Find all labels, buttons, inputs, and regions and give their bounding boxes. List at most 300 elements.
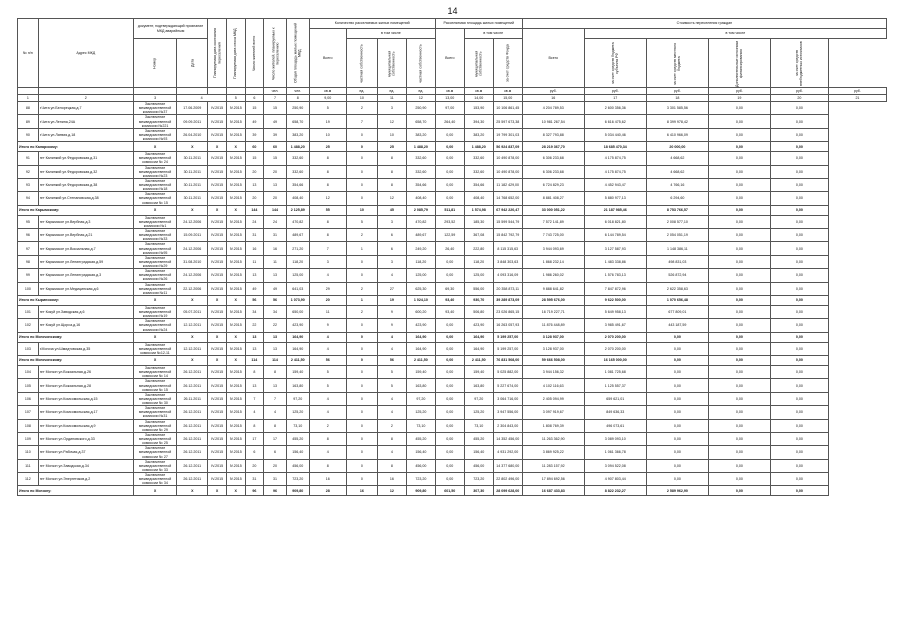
row-value-res: 49 <box>245 115 264 128</box>
row-value-ce: 0,00 <box>708 229 770 242</box>
table-row <box>18 305 887 318</box>
total-value-am: 2 411,50 <box>464 356 493 366</box>
row-value-area: 489,67 <box>286 229 309 242</box>
row-demolition-date: IV.2015 <box>226 152 245 165</box>
total-value-ce: 0,00 <box>708 295 770 305</box>
row-value-at: 456,00 <box>406 459 435 472</box>
row-value-res2: 13 <box>264 379 287 392</box>
row-doc-number: Заключение межведомственной комиссии №221 <box>133 115 176 128</box>
row-value-area: 455,20 <box>286 432 309 445</box>
header-area-total: Общая площадь жилых помещений МКД <box>286 19 309 88</box>
row-value-cf: 11 263 362,90 <box>522 432 584 445</box>
row-value-area: 156,40 <box>286 446 309 459</box>
row-doc-number: Заключение межведомственной комиссии № 24 <box>133 152 176 165</box>
row-doc-date: 26.12.2011 <box>177 432 208 445</box>
row-doc-number: Заключение межведомственной комиссии № 27 <box>133 446 176 459</box>
row-value-cs: 1 081 725,68 <box>584 366 646 379</box>
row-value-area: 650,00 <box>286 305 309 318</box>
row-value-ct: 3 947 556,00 <box>493 406 522 419</box>
total-x-mark: X <box>177 205 208 215</box>
row-doc-date: 30.11.2011 <box>177 178 208 191</box>
row-planned-date: IV.2015 <box>208 192 227 205</box>
table-row <box>18 459 887 472</box>
row-value-cf: 11 876 448,89 <box>522 319 584 332</box>
total-x-mark: X <box>133 142 176 152</box>
row-value-res: 8 <box>245 419 264 432</box>
total-x-mark: X <box>133 356 176 366</box>
total-x-mark: X <box>226 205 245 215</box>
row-value-ap: 69,30 <box>435 282 464 295</box>
row-value-am: 367,08 <box>464 229 493 242</box>
row-value-cf: 4 102 116,63 <box>522 379 584 392</box>
row-number: 88 <box>18 102 39 115</box>
row-value-am: 159,40 <box>464 366 493 379</box>
units-empty-cell <box>226 88 245 95</box>
total-row <box>18 356 887 366</box>
total-label: Итого по Могзону: <box>18 486 134 496</box>
row-doc-date: 22.12.2006 <box>177 282 208 295</box>
table-body <box>18 88 887 496</box>
row-value-ap: 0,00 <box>435 432 464 445</box>
unit-cell: руб. <box>646 88 708 95</box>
page-number: 14 <box>447 6 458 16</box>
header-doc-group: документ, подтверждающий признание МКД аварийным <box>133 19 207 39</box>
total-row <box>18 142 887 152</box>
row-value-at: 118,20 <box>406 255 435 268</box>
total-value-cs: 21 187 985,46 <box>584 205 646 215</box>
row-planned-date: IV.2015 <box>208 255 227 268</box>
row-value-res2: 24 <box>264 215 287 228</box>
column-number-cell: 17 <box>584 95 646 102</box>
total-value-ap: 601,50 <box>435 486 464 496</box>
total-value-res: 56 <box>245 295 264 305</box>
row-value-rm: 3 <box>377 215 406 228</box>
row-demolition-date: IV.2015 <box>226 366 245 379</box>
unit-cell: ед. <box>346 88 377 95</box>
row-value-res2: 31 <box>264 229 287 242</box>
total-x-mark: X <box>133 332 176 342</box>
row-value-co: 0,00 <box>770 152 828 165</box>
row-value-res2: 8 <box>264 366 287 379</box>
total-value-rt: 55 <box>309 205 346 215</box>
row-value-rt: 11 <box>309 305 346 318</box>
total-value-cl: 8 753 766,57 <box>646 205 708 215</box>
total-value-ce: 0,00 <box>708 356 770 366</box>
header-planned-demolition: Планируемая дата сноса МКД <box>226 19 245 88</box>
units-empty-cell <box>245 88 264 95</box>
row-demolition-date: IV.2015 <box>226 255 245 268</box>
row-value-area: 163,80 <box>286 379 309 392</box>
row-value-cl: 443 187,59 <box>646 319 708 332</box>
total-value-at: 2 411,50 <box>406 356 435 366</box>
row-planned-date: IV.2015 <box>208 178 227 191</box>
row-value-area: 658,70 <box>286 115 309 128</box>
row-value-rt: 19 <box>309 115 346 128</box>
units-empty-cell <box>133 88 176 95</box>
row-doc-date: 26.12.2011 <box>177 419 208 432</box>
row-demolition-date: IV.2015 <box>226 406 245 419</box>
row-value-rt: 8 <box>309 152 346 165</box>
total-value-at: 1 488,20 <box>406 142 435 152</box>
row-value-area: 271,20 <box>286 242 309 255</box>
row-value-cf: 7 743 725,00 <box>522 229 584 242</box>
total-value-ct: 56 924 837,09 <box>493 142 522 152</box>
total-value-am: 1 488,20 <box>464 142 493 152</box>
row-value-rp: 0 <box>346 128 377 141</box>
row-value-area: 332,60 <box>286 152 309 165</box>
row-value-rt: 4 <box>309 392 346 405</box>
total-value-ct: 28 099 628,00 <box>493 486 522 496</box>
total-value-area: 2 125,89 <box>286 205 309 215</box>
row-value-rp: 0 <box>346 165 377 178</box>
row-value-cf: 11 283 157,92 <box>522 459 584 472</box>
row-value-res2: 39 <box>264 128 287 141</box>
row-value-ap: 26,40 <box>435 242 464 255</box>
row-value-rm: 8 <box>377 459 406 472</box>
row-value-ce: 0,00 <box>708 115 770 128</box>
row-doc-number: Заключение межведомственной комиссии № 15 <box>133 379 176 392</box>
row-value-area: 408,40 <box>286 192 309 205</box>
total-value-cl: 2 589 962,90 <box>646 486 708 496</box>
row-value-co: 0,00 <box>770 459 828 472</box>
total-value-rt: 25 <box>309 142 346 152</box>
total-x-mark: X <box>226 486 245 496</box>
row-value-cs: 3 985 491,67 <box>584 319 646 332</box>
column-number-cell: 13,00 <box>435 95 464 102</box>
total-value-res2: 96 <box>264 486 287 496</box>
row-value-ap: 0,00 <box>435 366 464 379</box>
row-doc-number: Заключение межведомственной комиссии №19 <box>133 305 176 318</box>
row-value-ap: 0,00 <box>435 269 464 282</box>
row-value-area: 383,20 <box>286 128 309 141</box>
row-value-res2: 34 <box>264 305 287 318</box>
row-doc-date: 15.09.2011 <box>177 229 208 242</box>
row-value-res: 49 <box>245 282 264 295</box>
header-area-municipal: муниципальная собственность <box>464 39 493 88</box>
row-value-ap: 293,52 <box>435 215 464 228</box>
row-value-rm: 12 <box>377 192 406 205</box>
row-number: 106 <box>18 392 39 405</box>
row-planned-date: IV.2015 <box>208 128 227 141</box>
row-value-res2: 49 <box>264 115 287 128</box>
row-address: г.Чита ул.Латвия,д.18 <box>38 128 133 141</box>
row-value-cf: 10 981 267,54 <box>522 115 584 128</box>
row-value-ct: 23 026 865,15 <box>493 305 522 318</box>
total-value-area: 164,90 <box>286 332 309 342</box>
row-value-cl: 0,00 <box>646 406 708 419</box>
row-value-ct: 5 025 882,00 <box>493 366 522 379</box>
row-value-ce: 0,00 <box>708 255 770 268</box>
row-value-ap: 122,59 <box>435 229 464 242</box>
total-value-ce: 0,00 <box>708 486 770 496</box>
total-value-area: 1 488,20 <box>286 142 309 152</box>
row-value-res: 13 <box>245 342 264 355</box>
row-value-rp: 5 <box>346 215 377 228</box>
row-value-rm: 5 <box>377 366 406 379</box>
units-row <box>18 88 887 95</box>
row-doc-date: 24.12.2006 <box>177 242 208 255</box>
row-number: 95 <box>18 215 39 228</box>
row-value-cs: 4 175 874,75 <box>584 152 646 165</box>
row-value-cs: 6 144 789,54 <box>584 229 646 242</box>
total-x-mark: X <box>226 332 245 342</box>
column-number-cell: 1 <box>18 95 39 102</box>
row-value-ce: 0,00 <box>708 305 770 318</box>
row-planned-date: IV.2015 <box>208 229 227 242</box>
row-value-res: 8 <box>245 366 264 379</box>
row-value-ap: 0,00 <box>435 406 464 419</box>
row-value-ap: 0,00 <box>435 459 464 472</box>
row-value-area: 456,00 <box>286 459 309 472</box>
row-value-ce: 0,00 <box>708 319 770 332</box>
row-value-cs: 6 018 821,80 <box>584 215 646 228</box>
row-value-rm: 6 <box>377 242 406 255</box>
row-value-rm: 8 <box>377 178 406 191</box>
total-row <box>18 332 887 342</box>
row-value-cl: 677 809,01 <box>646 305 708 318</box>
row-address: пгт Могзон ул.Рабочая,д.37 <box>38 446 133 459</box>
total-value-rm: 12 <box>377 486 406 496</box>
column-number-cell: 2 <box>38 95 133 102</box>
row-value-at: 489,67 <box>406 229 435 242</box>
row-value-ce: 0,00 <box>708 178 770 191</box>
row-value-res2: 22 <box>264 319 287 332</box>
row-value-ce: 0,00 <box>708 392 770 405</box>
row-value-cf: 3 944 093,69 <box>522 242 584 255</box>
row-demolition-date: IV.2015 <box>226 392 245 405</box>
row-number: 94 <box>18 192 39 205</box>
row-value-am: 332,60 <box>464 152 493 165</box>
row-value-cf: 4 204 789,53 <box>522 102 584 115</box>
row-planned-date: IV.2015 <box>208 392 227 405</box>
row-value-ct: 14 768 652,00 <box>493 192 522 205</box>
row-value-cl: 8 399 978,42 <box>646 115 708 128</box>
total-value-res2: 144 <box>264 205 287 215</box>
row-doc-number: Заключение межведомственной комиссии № 25 <box>133 432 176 445</box>
total-value-cs: 8 822 232,27 <box>584 486 646 496</box>
row-value-co: 0,00 <box>770 229 828 242</box>
total-value-res: 60 <box>245 142 264 152</box>
row-doc-number: Заключение межведомственной комиссии № 29 <box>133 419 176 432</box>
row-value-cf: 1 986 260,02 <box>522 269 584 282</box>
row-value-co: 0,00 <box>770 192 828 205</box>
row-value-ap: 264,40 <box>435 115 464 128</box>
row-value-cf: 1 808 769,39 <box>522 419 584 432</box>
header-area-private: частная собственность <box>406 39 435 88</box>
row-number: 102 <box>18 319 39 332</box>
total-value-co: 0,00 <box>770 295 828 305</box>
row-number: 107 <box>18 406 39 419</box>
header-cost-incl: в том числе <box>584 29 886 39</box>
row-value-rt: 8 <box>309 165 346 178</box>
row-value-res: 15 <box>245 102 264 115</box>
row-value-res2: 13 <box>264 342 287 355</box>
row-value-rp: 0 <box>346 178 377 191</box>
row-demolition-date: IV.2015 <box>226 165 245 178</box>
row-value-area: 470,82 <box>286 215 309 228</box>
row-value-rp: 0 <box>346 192 377 205</box>
row-number: 93 <box>18 178 39 191</box>
row-value-cs: 3 089 093,10 <box>584 432 646 445</box>
row-value-ap: 0,00 <box>435 392 464 405</box>
row-doc-date: 12.12.2011 <box>177 319 208 332</box>
row-value-area: 332,60 <box>286 165 309 178</box>
row-value-ct: 3 064 716,00 <box>493 392 522 405</box>
row-demolition-date: IV.2015 <box>226 178 245 191</box>
row-value-rm: 3 <box>377 255 406 268</box>
table-row <box>18 319 887 332</box>
row-value-rp: 0 <box>346 342 377 355</box>
total-value-rm: 45 <box>377 205 406 215</box>
header-rooms-private: частная собственность <box>346 39 377 88</box>
row-value-res: 6 <box>245 446 264 459</box>
table-row <box>18 115 887 128</box>
table-row <box>18 473 887 486</box>
row-value-am: 73,10 <box>464 419 493 432</box>
total-value-rt: 56 <box>309 356 346 366</box>
row-value-am: 125,20 <box>464 406 493 419</box>
row-value-cs: 2 070 200,00 <box>584 342 646 355</box>
total-value-ap: 0,00 <box>435 356 464 366</box>
row-value-res2: 15 <box>264 152 287 165</box>
row-doc-date: 30.11.2011 <box>177 165 208 178</box>
row-value-rp: 2 <box>346 102 377 115</box>
total-value-ap: 511,81 <box>435 205 464 215</box>
row-value-cs: 849 636,33 <box>584 406 646 419</box>
row-value-rp: 1 <box>346 242 377 255</box>
total-x-mark: X <box>226 142 245 152</box>
total-value-co: 0,00 <box>770 205 828 215</box>
header-cost-local: за счет средств местного бюджета <box>646 39 708 88</box>
row-value-rt: 4 <box>309 446 346 459</box>
row-number: 112 <box>18 473 39 486</box>
header-rooms-group: Количество расселяемых жилых помещений <box>309 19 435 29</box>
total-value-at: 164,90 <box>406 332 435 342</box>
table-row <box>18 178 887 191</box>
row-value-ap: 0,00 <box>435 128 464 141</box>
total-row <box>18 205 887 215</box>
row-demolition-date: IV.2015 <box>226 269 245 282</box>
row-value-res: 13 <box>245 178 264 191</box>
row-value-ce: 0,00 <box>708 242 770 255</box>
column-number-cell: 21 <box>828 95 886 102</box>
table-row <box>18 269 887 282</box>
row-value-rm: 2 <box>377 419 406 432</box>
total-value-ce: 0,00 <box>708 332 770 342</box>
total-value-rp: 10 <box>346 205 377 215</box>
total-value-cl: 0,00 <box>646 356 708 366</box>
row-number: 108 <box>18 419 39 432</box>
row-value-ct: 10 490 878,00 <box>493 152 522 165</box>
row-value-am: 153,90 <box>464 102 493 115</box>
total-value-ct: 39 289 873,09 <box>493 295 522 305</box>
row-address: пгт Карымское ул.Медицинская,д.6 <box>38 282 133 295</box>
row-value-at: 470,82 <box>406 215 435 228</box>
row-value-cf: 3 869 925,22 <box>522 446 584 459</box>
row-doc-number: Заключение межведомственной комиссии №37 <box>133 102 176 115</box>
row-value-am: 354,66 <box>464 178 493 191</box>
table-row <box>18 366 887 379</box>
row-value-co: 0,00 <box>770 406 828 419</box>
row-doc-date: 31.08.2010 <box>177 255 208 268</box>
row-address: пгт Могзон ул.Вокзальная,д.28 <box>38 379 133 392</box>
row-value-co: 0,00 <box>770 242 828 255</box>
table-row <box>18 229 887 242</box>
row-value-am: 97,20 <box>464 392 493 405</box>
row-value-rp: 0 <box>346 269 377 282</box>
row-doc-number: Заключение межведомственной комиссии №1 <box>133 215 176 228</box>
row-value-res2: 7 <box>264 392 287 405</box>
table-row <box>18 255 887 268</box>
row-address: г.Могоча ул.Шмидтовская,д.35 <box>38 342 133 355</box>
row-value-am: 332,60 <box>464 165 493 178</box>
row-address: пгт Могзон ул.Энергетиков,д.2 <box>38 473 133 486</box>
total-value-co: 0,00 <box>770 486 828 496</box>
row-doc-date: 30.11.2011 <box>177 152 208 165</box>
row-demolition-date: IV.2015 <box>226 305 245 318</box>
total-value-rm: 25 <box>377 142 406 152</box>
row-demolition-date: IV.2015 <box>226 115 245 128</box>
row-number: 105 <box>18 379 39 392</box>
row-value-ct: 8 115 315,63 <box>493 242 522 255</box>
header-num: № п/п <box>18 19 39 88</box>
row-value-ct: 2 304 843,00 <box>493 419 522 432</box>
row-value-at: 625,30 <box>406 282 435 295</box>
row-address: г.Чита ул.Белорецкая,д.7 <box>38 102 133 115</box>
unit-cell: чел. <box>264 88 287 95</box>
row-value-co: 0,00 <box>770 446 828 459</box>
total-x-mark: X <box>208 205 227 215</box>
row-value-rm: 8 <box>377 432 406 445</box>
row-value-rt: 8 <box>309 178 346 191</box>
row-value-ap: 0,00 <box>435 178 464 191</box>
row-value-at: 332,60 <box>406 165 435 178</box>
row-value-rt: 7 <box>309 242 346 255</box>
total-value-rt: 28 <box>309 486 346 496</box>
row-doc-date: 24.12.2006 <box>177 215 208 228</box>
row-value-ct: 22 802 496,00 <box>493 473 522 486</box>
row-value-ct: 10 490 878,00 <box>493 165 522 178</box>
row-value-co: 0,00 <box>770 115 828 128</box>
row-value-rm: 9 <box>377 319 406 332</box>
row-doc-date: 26.12.2011 <box>177 446 208 459</box>
row-value-rm: 16 <box>377 473 406 486</box>
row-value-cs: 5 880 977,13 <box>584 192 646 205</box>
total-x-mark: X <box>208 486 227 496</box>
row-value-res: 11 <box>245 255 264 268</box>
row-value-at: 423,90 <box>406 319 435 332</box>
row-value-rm: 4 <box>377 342 406 355</box>
table-row <box>18 165 887 178</box>
row-value-cs: 1 061 366,78 <box>584 446 646 459</box>
total-value-co: 0,00 <box>770 142 828 152</box>
row-value-ce: 0,00 <box>708 473 770 486</box>
row-planned-date: IV.2015 <box>208 115 227 128</box>
table-row <box>18 342 887 355</box>
row-value-area: 159,40 <box>286 366 309 379</box>
header-cost-group: Стоимость переселения граждан <box>522 19 886 29</box>
row-value-at: 383,20 <box>406 128 435 141</box>
row-value-ct: 25 597 673,38 <box>493 115 522 128</box>
row-value-rp: 0 <box>346 459 377 472</box>
row-doc-date: 26.12.2011 <box>177 459 208 472</box>
row-value-ap: 93,40 <box>435 305 464 318</box>
row-value-cl: 0,00 <box>646 473 708 486</box>
row-value-ap: 0,00 <box>435 379 464 392</box>
row-value-area: 125,00 <box>286 269 309 282</box>
row-doc-number: Заключение межведомственной комиссии №23 <box>133 165 176 178</box>
row-value-res2: 17 <box>264 432 287 445</box>
